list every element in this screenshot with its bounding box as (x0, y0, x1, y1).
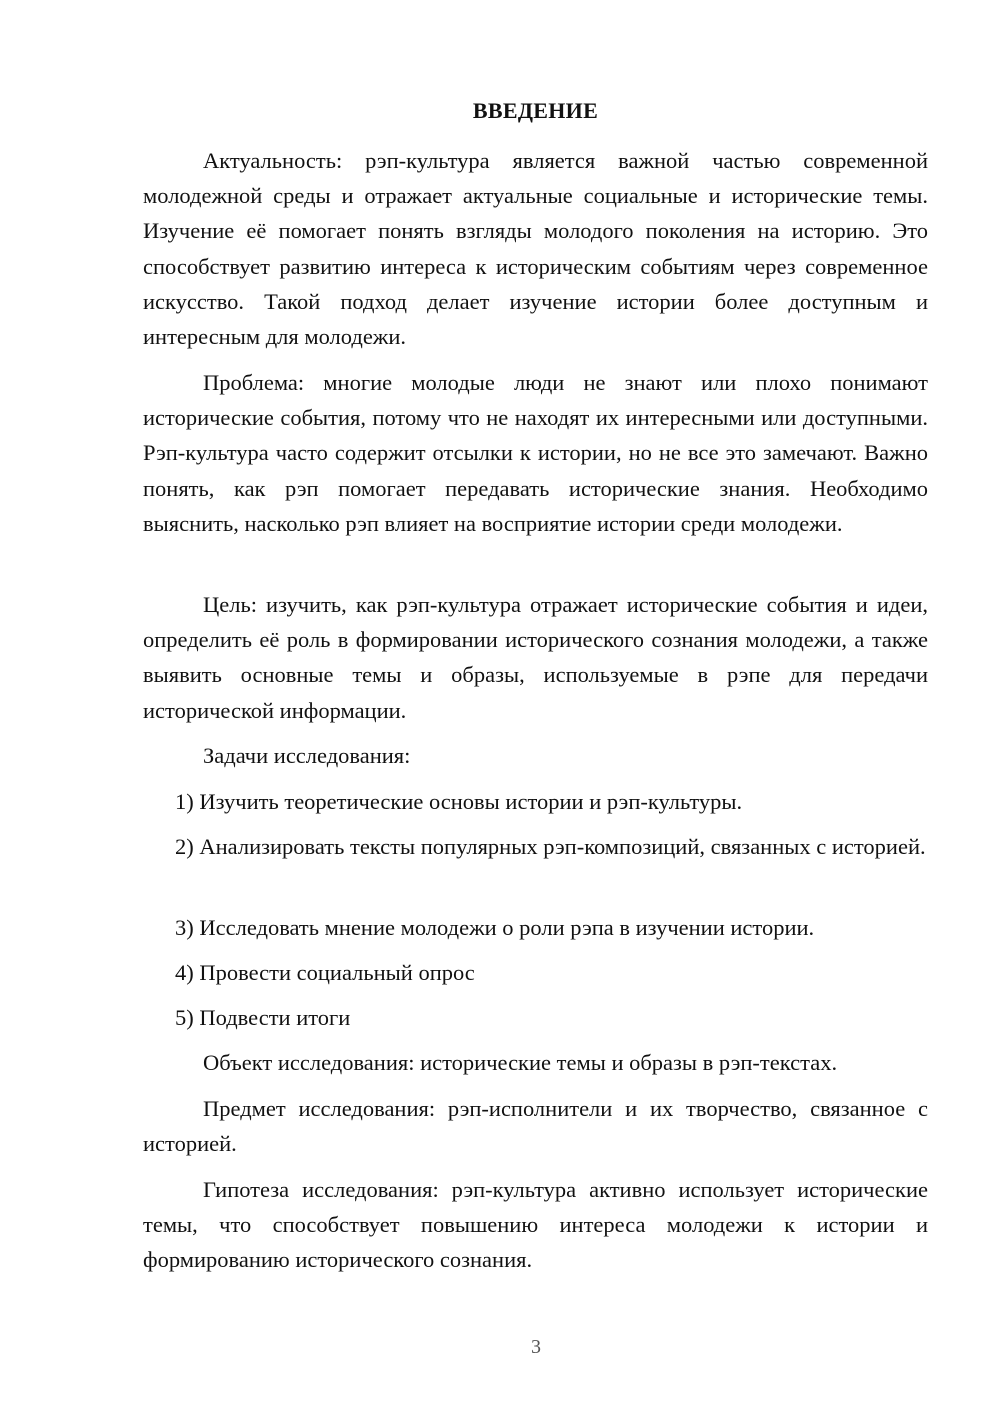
paragraph-relevance: Актуальность: рэп-культура является важной частью современной молодежной среды и отражает актуальные социальные и исторические темы. Изучение её помогает понять взгляды молодого поколения на историю. Это способствует развитию интереса к историческим событиям через современное искусство. Такой подход делает изучение истории более доступным и интересным для молодежи. (143, 148, 928, 350)
paragraph-tasks-heading: Задачи исследования: (203, 743, 411, 768)
paragraph-problem: Проблема: многие молодые люди не знают или плохо понимают исторические события, потому что не находят их интересными или доступными. Рэп-культура часто содержит отсылки к истории, но не все это замечают. Важно понять, как рэп помогает передавать исторические знания. Необходимо выяснить, насколько рэп влияет на восприятие истории среди молодежи. (143, 370, 928, 536)
paragraph-object: Объект исследования: исторические темы и образы в рэп-текстах. (203, 1050, 838, 1075)
task-item-2: 2) Анализировать тексты популярных рэп-композиций, связанных с историей. (175, 834, 926, 859)
page-number: 3 (531, 1336, 541, 1358)
paragraph-hypothesis: Гипотеза исследования: рэп-культура активно использует исторические темы, что способствует повышению интереса молодежи к истории и формированию исторического сознания. (143, 1177, 928, 1273)
paragraph-goal: Цель: изучить, как рэп-культура отражает исторические события и идеи, определить её роль в формировании исторического сознания молодежи, а также выявить основные темы и образы, используемые в рэпе для передачи исторической информации. (143, 592, 928, 723)
section-heading: ВВЕДЕНИЕ (472, 98, 599, 123)
task-item-3: 3) Исследовать мнение молодежи о роли рэпа в изучении истории. (175, 915, 815, 940)
task-item-5: 5) Подвести итоги (175, 1005, 351, 1030)
task-item-4: 4) Провести социальный опрос (175, 960, 475, 985)
task-item-1: 1) Изучить теоретические основы истории и рэп-культуры. (175, 789, 743, 814)
paragraph-subject: Предмет исследования: рэп-исполнители и их творчество, связанное с историей. (143, 1096, 928, 1157)
